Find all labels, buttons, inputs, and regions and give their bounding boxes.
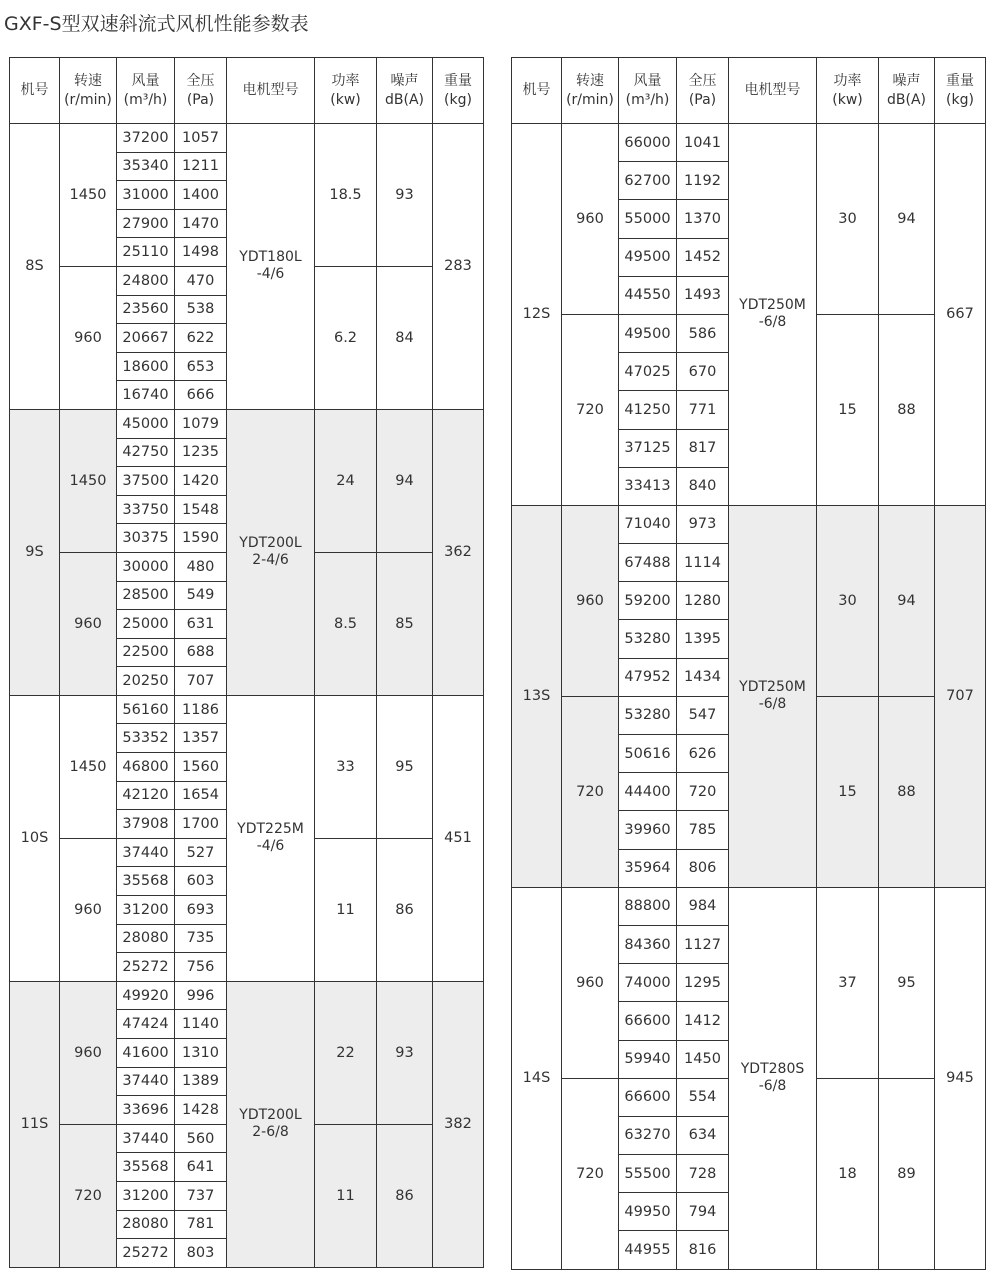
airflow-cell: 37200	[117, 124, 175, 153]
table-row	[10, 981, 484, 1010]
header-power-line1: 功率	[833, 72, 862, 89]
airflow-cell: 49500	[619, 314, 677, 352]
header-speed-line2: (r/min)	[64, 91, 112, 108]
airflow-cell: 37908	[117, 810, 175, 839]
motor-model-cell	[227, 981, 315, 1267]
pressure-cell: 480	[175, 552, 227, 581]
airflow-cell: 37440	[117, 1067, 175, 1096]
pressure-cell: 560	[175, 1124, 227, 1153]
header-pressure-line2: (Pa)	[688, 91, 717, 108]
airflow-cell: 44400	[619, 773, 677, 811]
header-flow-line2: (m³/h)	[625, 91, 670, 108]
airflow-cell: 31200	[117, 896, 175, 925]
motor-model-cell	[227, 695, 315, 981]
power-cell: 15	[817, 314, 879, 505]
motor-model-cell-line2: -4/6	[256, 266, 285, 283]
power-cell: 8.5	[315, 552, 377, 695]
pressure-cell: 653	[175, 352, 227, 381]
pressure-cell: 1450	[677, 1040, 729, 1078]
weight-cell: 667	[935, 124, 986, 506]
motor-model-cell	[729, 505, 817, 887]
airflow-cell: 63270	[619, 1116, 677, 1154]
airflow-cell: 55000	[619, 200, 677, 238]
airflow-cell: 62700	[619, 162, 677, 200]
pressure-cell: 707	[175, 667, 227, 696]
pressure-cell: 622	[175, 324, 227, 353]
motor-model-cell-line2: -6/8	[758, 314, 787, 331]
pressure-cell: 1127	[677, 925, 729, 963]
pressure-cell: 1420	[175, 467, 227, 496]
motor-model-cell-line2: -6/8	[758, 696, 787, 713]
pressure-cell: 1590	[175, 524, 227, 553]
fan-model-cell: 11S	[10, 981, 60, 1267]
speed-cell: 720	[60, 1124, 117, 1267]
airflow-cell: 59940	[619, 1040, 677, 1078]
pressure-cell: 1370	[677, 200, 729, 238]
power-cell: 11	[315, 1124, 377, 1267]
header-weight	[935, 58, 986, 124]
motor-model-cell-line2: -6/8	[758, 1078, 787, 1095]
noise-cell: 84	[377, 266, 433, 409]
weight-cell: 362	[433, 409, 484, 695]
airflow-cell: 28080	[117, 924, 175, 953]
speed-cell: 960	[562, 124, 619, 315]
pressure-cell: 817	[677, 429, 729, 467]
noise-cell: 95	[879, 887, 935, 1078]
noise-cell: 88	[879, 696, 935, 887]
noise-cell: 94	[879, 124, 935, 315]
pressure-cell: 803	[175, 1239, 227, 1268]
header-speed-line1: 转速	[576, 72, 604, 89]
pressure-cell: 666	[175, 381, 227, 410]
power-cell: 24	[315, 409, 377, 552]
table-row	[10, 695, 484, 724]
airflow-cell: 25272	[117, 1239, 175, 1268]
header-noise-line2: dB(A)	[887, 91, 926, 108]
airflow-cell: 35964	[619, 849, 677, 887]
airflow-cell: 56160	[117, 695, 175, 724]
noise-cell: 94	[879, 505, 935, 696]
noise-cell: 95	[377, 695, 433, 838]
pressure-cell: 1192	[677, 162, 729, 200]
power-cell: 22	[315, 981, 377, 1124]
airflow-cell: 42750	[117, 438, 175, 467]
airflow-cell: 25000	[117, 610, 175, 639]
power-cell: 37	[817, 887, 879, 1078]
table-row	[10, 409, 484, 438]
airflow-cell: 35568	[117, 1153, 175, 1182]
airflow-cell: 42120	[117, 781, 175, 810]
noise-cell: 89	[879, 1078, 935, 1269]
header-weight-line1: 重量	[946, 72, 974, 89]
header-flow	[117, 58, 175, 124]
noise-cell: 88	[879, 314, 935, 505]
airflow-cell: 30375	[117, 524, 175, 553]
pressure-cell: 670	[677, 353, 729, 391]
speed-cell: 960	[60, 266, 117, 409]
speed-cell: 960	[60, 981, 117, 1124]
pressure-cell: 1700	[175, 810, 227, 839]
pressure-cell: 1389	[175, 1067, 227, 1096]
pressure-cell: 781	[175, 1210, 227, 1239]
pressure-cell: 1560	[175, 753, 227, 782]
header-power-line2: (kw)	[330, 91, 361, 108]
header-noise-line1: 噪声	[390, 72, 419, 89]
airflow-cell: 18600	[117, 352, 175, 381]
airflow-cell: 33413	[619, 467, 677, 505]
weight-cell: 451	[433, 695, 484, 981]
weight-cell: 283	[433, 124, 484, 410]
noise-cell: 93	[377, 124, 433, 267]
airflow-cell: 45000	[117, 409, 175, 438]
motor-model-cell	[729, 887, 817, 1269]
airflow-cell: 71040	[619, 505, 677, 543]
airflow-cell: 66600	[619, 1002, 677, 1040]
airflow-cell: 44550	[619, 276, 677, 314]
airflow-cell: 47424	[117, 1010, 175, 1039]
header-weight-line2: (kg)	[946, 91, 974, 108]
motor-model-cell	[729, 124, 817, 506]
pressure-cell: 641	[175, 1153, 227, 1182]
header-weight-line2: (kg)	[444, 91, 472, 108]
airflow-cell: 31200	[117, 1181, 175, 1210]
speed-cell: 1450	[60, 124, 117, 267]
motor-model-cell	[227, 124, 315, 410]
pressure-cell: 1114	[677, 544, 729, 582]
header-pressure-line2: (Pa)	[186, 91, 215, 108]
pressure-cell: 1428	[175, 1096, 227, 1125]
pressure-cell: 973	[677, 505, 729, 543]
airflow-cell: 49920	[117, 981, 175, 1010]
motor-model-cell-line1: YDT225M	[237, 821, 304, 838]
pressure-cell: 1654	[175, 781, 227, 810]
header-pressure-line1: 全压	[688, 72, 717, 89]
speed-cell: 720	[562, 1078, 619, 1269]
pressure-cell: 720	[677, 773, 729, 811]
speed-cell: 960	[60, 552, 117, 695]
header-flow-line2: (m³/h)	[123, 91, 168, 108]
airflow-cell: 84360	[619, 925, 677, 963]
pressure-cell: 735	[175, 924, 227, 953]
airflow-cell: 25110	[117, 238, 175, 267]
pressure-cell: 554	[677, 1078, 729, 1116]
airflow-cell: 37440	[117, 838, 175, 867]
pressure-cell: 538	[175, 295, 227, 324]
airflow-cell: 50616	[619, 735, 677, 773]
weight-cell: 707	[935, 505, 986, 887]
airflow-cell: 53280	[619, 696, 677, 734]
pressure-cell: 1470	[175, 209, 227, 238]
performance-table-left	[9, 57, 484, 1268]
airflow-cell: 28080	[117, 1210, 175, 1239]
pressure-cell: 1211	[175, 152, 227, 181]
pressure-cell: 1295	[677, 964, 729, 1002]
airflow-cell: 23560	[117, 295, 175, 324]
header-pressure-line1: 全压	[186, 72, 215, 89]
performance-table-right	[511, 57, 986, 1270]
pressure-cell: 1186	[175, 695, 227, 724]
pressure-cell: 1280	[677, 582, 729, 620]
pressure-cell: 1395	[677, 620, 729, 658]
airflow-cell: 55500	[619, 1155, 677, 1193]
airflow-cell: 37500	[117, 467, 175, 496]
power-cell: 30	[817, 124, 879, 315]
pressure-cell: 794	[677, 1193, 729, 1231]
pressure-cell: 634	[677, 1116, 729, 1154]
header-flow-line1: 风量	[633, 72, 662, 89]
motor-model-cell	[227, 409, 315, 695]
table-row	[10, 124, 484, 153]
header-noise-line2: dB(A)	[385, 91, 424, 108]
airflow-cell: 67488	[619, 544, 677, 582]
airflow-cell: 20250	[117, 667, 175, 696]
header-motor: 电机型号	[729, 58, 817, 124]
airflow-cell: 35340	[117, 152, 175, 181]
motor-model-cell-line2: 2-4/6	[252, 552, 289, 569]
fan-model-cell: 12S	[512, 124, 562, 506]
airflow-cell: 47025	[619, 353, 677, 391]
pressure-cell: 785	[677, 811, 729, 849]
speed-cell: 1450	[60, 695, 117, 838]
pressure-cell: 816	[677, 1231, 729, 1269]
pressure-cell: 527	[175, 838, 227, 867]
pressure-cell: 984	[677, 887, 729, 925]
table-row	[512, 124, 986, 162]
airflow-cell: 24800	[117, 266, 175, 295]
noise-cell: 85	[377, 552, 433, 695]
motor-model-cell-line2: -4/6	[256, 838, 285, 855]
pressure-cell: 1041	[677, 124, 729, 162]
motor-model-cell-line1: YDT250M	[739, 679, 806, 696]
airflow-cell: 41250	[619, 391, 677, 429]
header-power-line1: 功率	[331, 72, 360, 89]
airflow-cell: 44955	[619, 1231, 677, 1269]
power-cell: 11	[315, 838, 377, 981]
airflow-cell: 39960	[619, 811, 677, 849]
page-title: GXF-S型双速斜流式风机性能参数表	[4, 13, 309, 35]
airflow-cell: 59200	[619, 582, 677, 620]
pressure-cell: 728	[677, 1155, 729, 1193]
airflow-cell: 53352	[117, 724, 175, 753]
header-flow	[619, 58, 677, 124]
header-row	[512, 58, 986, 124]
speed-cell: 720	[562, 696, 619, 887]
airflow-cell: 28500	[117, 581, 175, 610]
pressure-cell: 1057	[175, 124, 227, 153]
header-noise-line1: 噪声	[892, 72, 921, 89]
pressure-cell: 693	[175, 896, 227, 925]
header-speed	[60, 58, 117, 124]
header-pressure	[677, 58, 729, 124]
pressure-cell: 1452	[677, 238, 729, 276]
airflow-cell: 31000	[117, 181, 175, 210]
motor-model-cell-line1: YDT280S	[740, 1061, 805, 1078]
power-cell: 18	[817, 1078, 879, 1269]
pressure-cell: 470	[175, 266, 227, 295]
airflow-cell: 22500	[117, 638, 175, 667]
airflow-cell: 46800	[117, 753, 175, 782]
pressure-cell: 549	[175, 581, 227, 610]
airflow-cell: 41600	[117, 1039, 175, 1068]
speed-cell: 1450	[60, 409, 117, 552]
noise-cell: 86	[377, 1124, 433, 1267]
header-weight	[433, 58, 484, 124]
motor-model-cell-line1: YDT250M	[739, 297, 806, 314]
airflow-cell: 27900	[117, 209, 175, 238]
power-cell: 33	[315, 695, 377, 838]
pressure-cell: 737	[175, 1181, 227, 1210]
power-cell: 18.5	[315, 124, 377, 267]
pressure-cell: 626	[677, 735, 729, 773]
motor-model-cell-line1: YDT200L	[239, 1107, 302, 1124]
header-flow-line1: 风量	[131, 72, 160, 89]
airflow-cell: 49950	[619, 1193, 677, 1231]
pressure-cell: 1493	[677, 276, 729, 314]
weight-cell: 382	[433, 981, 484, 1267]
airflow-cell: 88800	[619, 887, 677, 925]
airflow-cell: 33750	[117, 495, 175, 524]
pressure-cell: 586	[677, 314, 729, 352]
pressure-cell: 771	[677, 391, 729, 429]
header-model: 机号	[512, 58, 562, 124]
speed-cell: 960	[60, 838, 117, 981]
airflow-cell: 37125	[619, 429, 677, 467]
airflow-cell: 33696	[117, 1096, 175, 1125]
airflow-cell: 37440	[117, 1124, 175, 1153]
speed-cell: 720	[562, 314, 619, 505]
pressure-cell: 1434	[677, 658, 729, 696]
pressure-cell: 756	[175, 953, 227, 982]
pressure-cell: 631	[175, 610, 227, 639]
header-noise	[377, 58, 433, 124]
airflow-cell: 47952	[619, 658, 677, 696]
pressure-cell: 1235	[175, 438, 227, 467]
speed-cell: 960	[562, 887, 619, 1078]
airflow-cell: 53280	[619, 620, 677, 658]
header-power	[817, 58, 879, 124]
motor-model-cell-line1: YDT200L	[239, 535, 302, 552]
power-cell: 30	[817, 505, 879, 696]
pressure-cell: 806	[677, 849, 729, 887]
header-pressure	[175, 58, 227, 124]
table-row	[512, 887, 986, 925]
header-motor: 电机型号	[227, 58, 315, 124]
noise-cell: 86	[377, 838, 433, 981]
fan-model-cell: 13S	[512, 505, 562, 887]
noise-cell: 93	[377, 981, 433, 1124]
speed-cell: 960	[562, 505, 619, 696]
header-speed-line1: 转速	[74, 72, 102, 89]
pressure-cell: 603	[175, 867, 227, 896]
pressure-cell: 1400	[175, 181, 227, 210]
motor-model-cell-line2: 2-6/8	[252, 1124, 289, 1141]
fan-model-cell: 14S	[512, 887, 562, 1269]
pressure-cell: 1310	[175, 1039, 227, 1068]
airflow-cell: 16740	[117, 381, 175, 410]
fan-model-cell: 10S	[10, 695, 60, 981]
pressure-cell: 1079	[175, 409, 227, 438]
header-power	[315, 58, 377, 124]
airflow-cell: 74000	[619, 964, 677, 1002]
header-model: 机号	[10, 58, 60, 124]
header-power-line2: (kw)	[832, 91, 863, 108]
weight-cell: 945	[935, 887, 986, 1269]
airflow-cell: 35568	[117, 867, 175, 896]
power-cell: 15	[817, 696, 879, 887]
header-speed	[562, 58, 619, 124]
motor-model-cell-line1: YDT180L	[239, 249, 302, 266]
airflow-cell: 25272	[117, 953, 175, 982]
power-cell: 6.2	[315, 266, 377, 409]
pressure-cell: 688	[175, 638, 227, 667]
airflow-cell: 20667	[117, 324, 175, 353]
header-weight-line1: 重量	[444, 72, 472, 89]
pressure-cell: 1498	[175, 238, 227, 267]
pressure-cell: 996	[175, 981, 227, 1010]
airflow-cell: 49500	[619, 238, 677, 276]
fan-model-cell: 8S	[10, 124, 60, 410]
noise-cell: 94	[377, 409, 433, 552]
pressure-cell: 840	[677, 467, 729, 505]
pressure-cell: 1357	[175, 724, 227, 753]
pressure-cell: 1412	[677, 1002, 729, 1040]
airflow-cell: 66600	[619, 1078, 677, 1116]
header-row	[10, 58, 484, 124]
airflow-cell: 66000	[619, 124, 677, 162]
pressure-cell: 547	[677, 696, 729, 734]
header-speed-line2: (r/min)	[566, 91, 614, 108]
table-row	[512, 505, 986, 543]
pressure-cell: 1140	[175, 1010, 227, 1039]
airflow-cell: 30000	[117, 552, 175, 581]
fan-model-cell: 9S	[10, 409, 60, 695]
header-noise	[879, 58, 935, 124]
pressure-cell: 1548	[175, 495, 227, 524]
